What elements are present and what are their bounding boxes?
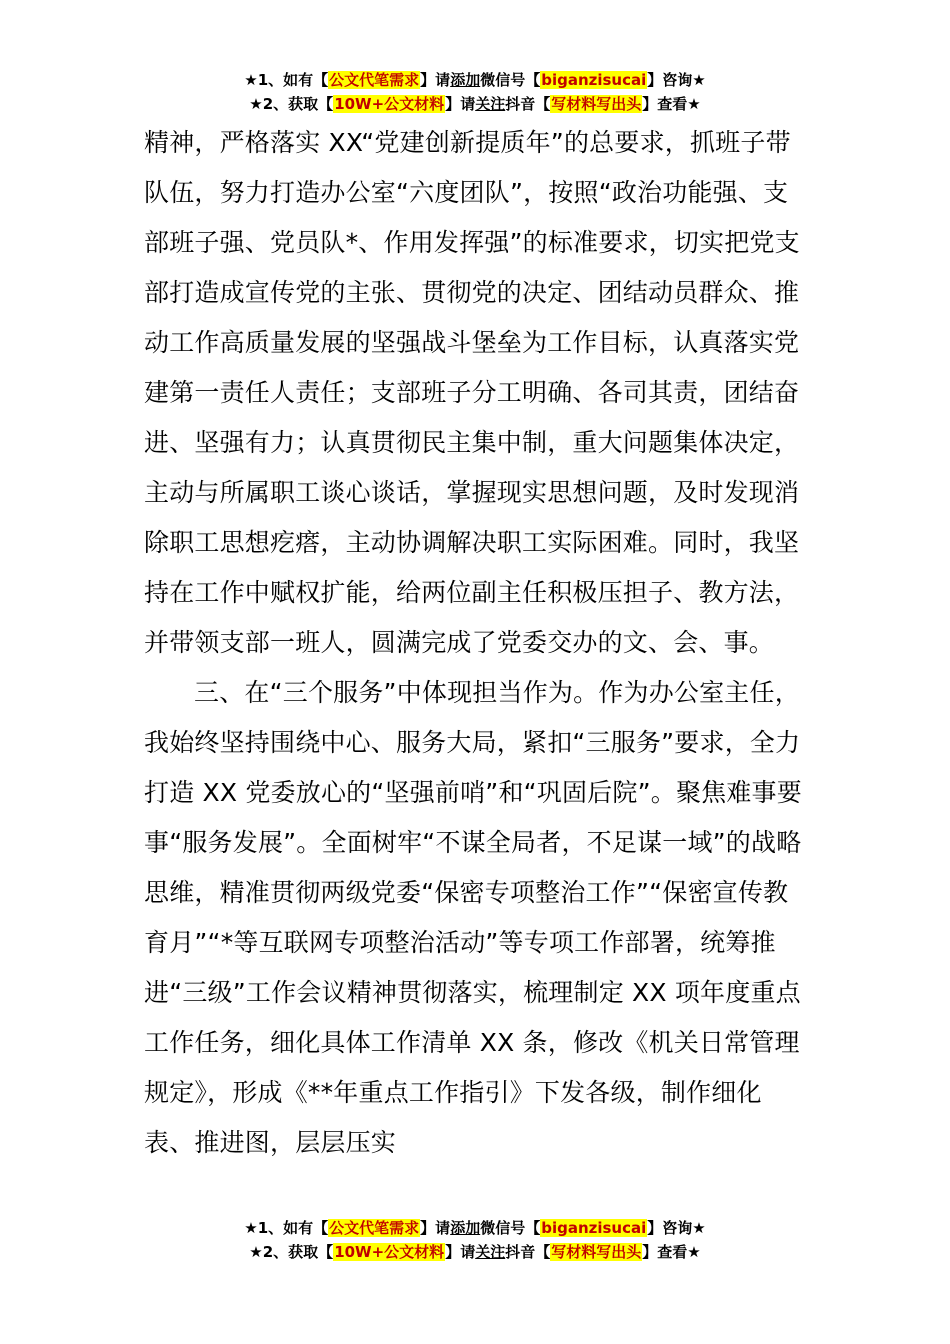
paragraph-2: 三、在“三个服务”中体现担当作为。作为办公室主任，我始终坚持围绕中心、服务大局，紧扣“三服务”要求，全力打造 XX 党委放心的“坚强前哨”和“巩固后院”。聚焦难事要事“服务发展”。全面树牢“不谋全局者，不足谋一域”的战略思维，精准贯彻两级党委“保密专项整治工作”“保密宣传教育月”“*等互联网专项整治活动”等专项工作部署，统筹推进“三级”工作会议精神贯彻落实，梳理制定 XX 项年度重点工作任务，细化具体工作清单 XX 条，修改《机关日常管理规定》，形成《**年重点工作指引》下发各级，制作细化表、推进图，层层压实 — [144, 678, 802, 1157]
footer-highlight-service: 公文代笔需求 — [329, 1219, 420, 1237]
footer-highlight-wechat-id: biganzisucai — [541, 1219, 647, 1237]
paragraph-1: 精神，严格落实 XX“党建创新提质年”的总要求，抓班子带队伍，努力打造办公室“六度团队”，按照“政治功能强、支部班子强、党员队*、作用发挥强”的标准要求，切实把党支部打造成宣传党的主张、贯彻党的决定、团结动员群众、推动工作高质量发展的坚强战斗堡垒为工作目标，认真落实党建第一责任人责任；支部班子分工明确、各司其责，团结奋进、坚强有力；认真贯彻民主集中制，重大问题集体决定，主动与所属职工谈心谈话，掌握现实思想问题，及时发现消除职工思想疙瘩，主动协调解决职工实际困难。同时，我坚持在工作中赋权扩能，给两位副主任积极压担子、教方法，并带领支部一班人，圆满完成了党委交办的文、会、事。 — [144, 128, 800, 657]
header-banner — [0, 68, 950, 116]
highlight-materials: 10W+公文材料 — [334, 95, 445, 113]
footer-highlight-materials: 10W+公文材料 — [334, 1243, 445, 1261]
highlight-service: 公文代笔需求 — [329, 71, 420, 89]
highlight-douyin: 写材料写出头 — [551, 95, 642, 113]
footer-banner — [0, 1216, 950, 1264]
banner-line-2: ★2、获取【10W+公文材料】请关注抖音【写材料写出头】查看★ — [249, 95, 701, 113]
document-body — [144, 118, 808, 1168]
banner-line-1: ★1、如有【公文代笔需求】请添加微信号【biganzisucai】咨询★ — [244, 71, 706, 89]
footer-line-1: ★1、如有【公文代笔需求】请添加微信号【biganzisucai】咨询★ — [244, 1219, 706, 1237]
highlight-wechat-id: biganzisucai — [541, 71, 647, 89]
footer-line-2: ★2、获取【10W+公文材料】请关注抖音【写材料写出头】查看★ — [249, 1243, 701, 1261]
footer-highlight-douyin: 写材料写出头 — [551, 1243, 642, 1261]
